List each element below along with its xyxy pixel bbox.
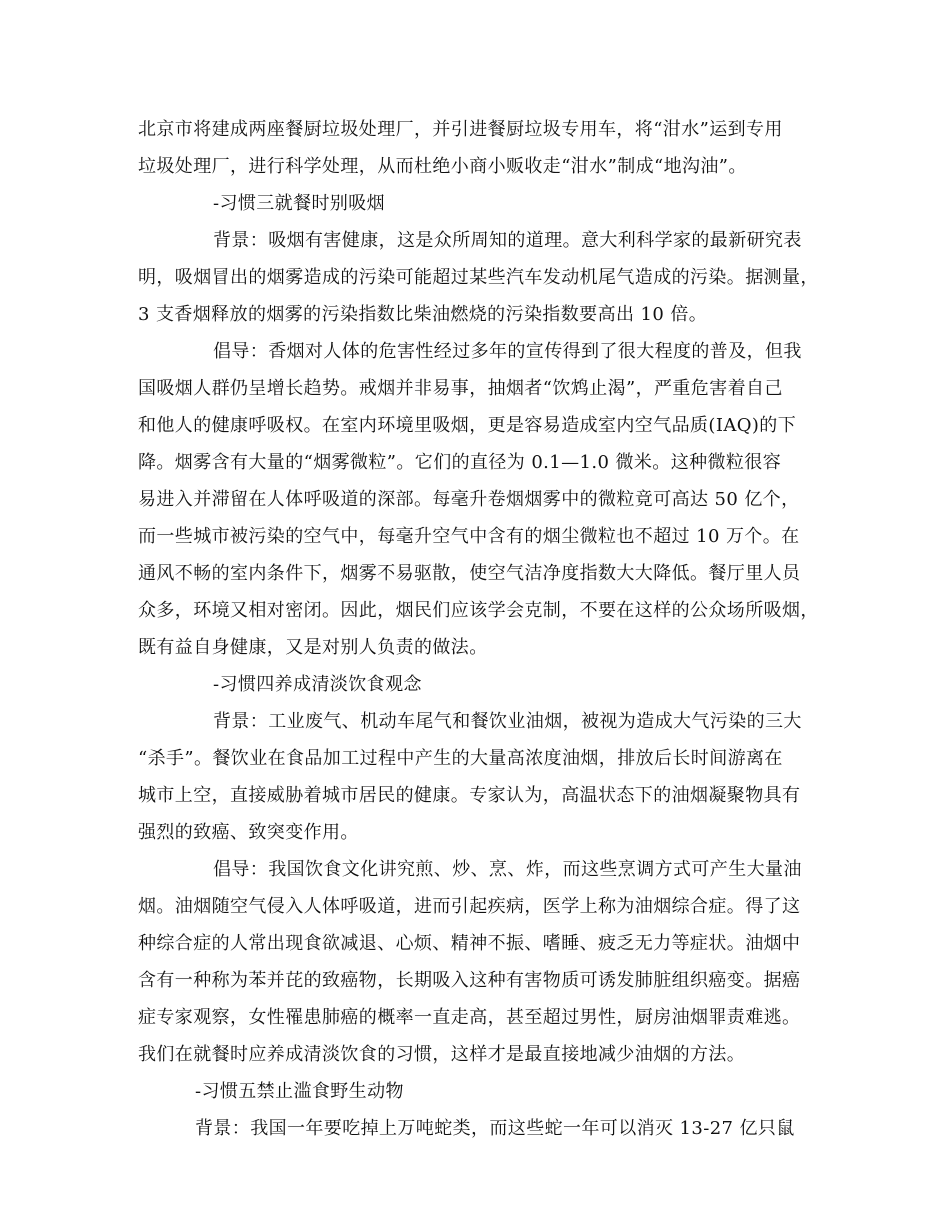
- body-text-line: 强烈的致癌、致突变作用。: [138, 822, 359, 843]
- body-text-line: 通风不畅的室内条件下，烟雾不易驱散，使空气洁净度指数大大降低。餐厅里人员: [138, 563, 801, 584]
- body-text-line: 倡导：我国饮食文化讲究煎、炒、烹、炸，而这些烹调方式可产生大量油: [213, 859, 802, 880]
- body-text-line: 降。烟雾含有大量的“烟雾微粒”。它们的直径为 0.1—1.0 微米。这种微粒很容: [138, 452, 782, 473]
- section-heading: -习惯四养成清淡饮食观念: [213, 674, 422, 695]
- body-text-line: 垃圾处理厂，进行科学处理，从而杜绝小商小贩收走“泔水”制成“地沟油”。: [138, 156, 747, 177]
- section-heading: -习惯五禁止滥食野生动物: [195, 1081, 404, 1102]
- body-text-line: 背景：工业废气、机动车尾气和餐饮业油烟，被视为造成大气污染的三大: [213, 711, 802, 732]
- body-text-line: 我们在就餐时应养成清淡饮食的习惯，这样才是最直接地减少油烟的方法。: [138, 1044, 746, 1065]
- body-text-line: 烟。油烟随空气侵入人体呼吸道，进而引起疾病，医学上称为油烟综合症。得了这: [138, 896, 801, 917]
- section-heading: -习惯三就餐时别吸烟: [213, 193, 386, 214]
- body-text-line: 而一些城市被污染的空气中，每毫升空气中含有的烟尘微粒也不超过 10 万个。在: [138, 526, 800, 547]
- body-text-line: 北京市将建成两座餐厨垃圾处理厂，并引进餐厨垃圾专用车，将“泔水”运到专用: [138, 119, 783, 140]
- body-text-line: 倡导：香烟对人体的危害性经过多年的宣传得到了很大程度的普及，但我: [213, 341, 802, 362]
- body-text-line: 既有益自身健康，又是对别人负责的做法。: [138, 637, 488, 658]
- body-text-line: 种综合症的人常出现食欲减退、心烦、精神不振、嗜睡、疲乏无力等症状。油烟中: [138, 933, 801, 954]
- body-text-line: 明，吸烟冒出的烟雾造成的污染可能超过某些汽车发动机尾气造成的污染。据测量，: [138, 267, 819, 288]
- body-text-line: 含有一种称为苯并芘的致癌物，长期吸入这种有害物质可诱发肺脏组织癌变。据癌: [138, 970, 801, 991]
- body-text-line: 城市上空，直接威胁着城市居民的健康。专家认为，高温状态下的油烟凝聚物具有: [138, 785, 801, 806]
- body-text-line: 3 支香烟释放的烟雾的污染指数比柴油燃烧的污染指数要高出 10 倍。: [138, 304, 708, 325]
- body-text-line: 众多，环境又相对密闭。因此，烟民们应该学会克制，不要在这样的公众场所吸烟，: [138, 600, 819, 621]
- body-text-line: “杀手”。餐饮业在食品加工过程中产生的大量高浓度油烟，排放后长时间游离在: [138, 748, 783, 769]
- body-text-line: 和他人的健康呼吸权。在室内环境里吸烟，更是容易造成室内空气品质(IAQ)的下: [138, 415, 797, 436]
- body-text-line: 背景：我国一年要吃掉上万吨蛇类，而这些蛇一年可以消灭 13-27 亿只鼠: [195, 1118, 795, 1139]
- body-text-line: 国吸烟人群仍呈增长趋势。戒烟并非易事，抽烟者“饮鸩止渴”，严重危害着自己: [138, 378, 783, 399]
- body-text-line: 背景：吸烟有害健康，这是众所周知的道理。意大利科学家的最新研究表: [213, 230, 802, 251]
- body-text-line: 症专家观察，女性罹患肺癌的概率一直走高，甚至超过男性，厨房油烟罪责难逃。: [138, 1007, 801, 1028]
- body-text-line: 易进入并滞留在人体呼吸道的深部。每毫升卷烟烟雾中的微粒竟可高达 50 亿个，: [138, 489, 800, 510]
